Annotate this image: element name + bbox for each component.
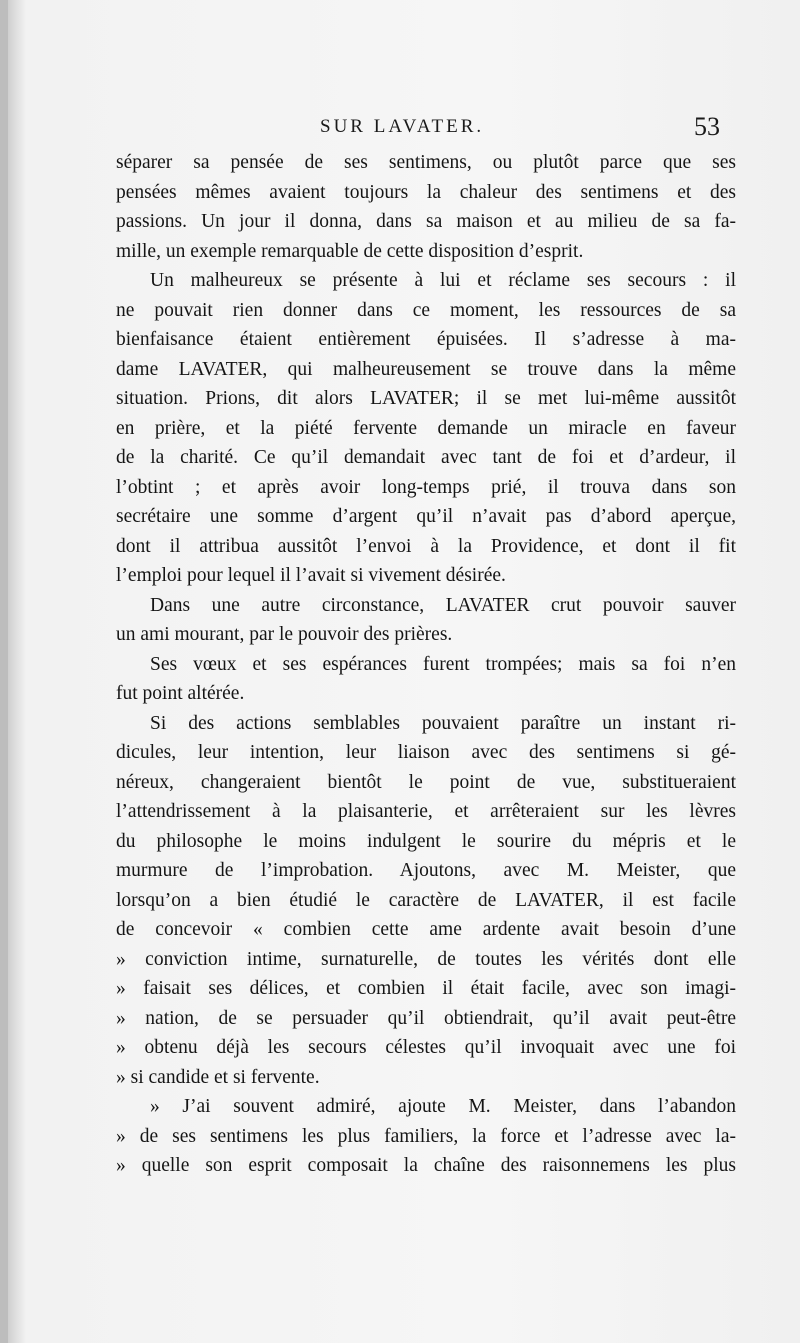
text-line: de concevoir « combien cette ame ardente avait besoin d’une [116, 919, 736, 940]
text-line: murmure de l’improbation. Ajoutons, avec M. Meister, que [116, 860, 736, 881]
text-line: » de ses sentimens les plus familiers, la force et l’adresse avec la- [116, 1125, 736, 1147]
text-line: séparer sa pensée de ses sentimens, ou plutôt parce que ses [116, 152, 736, 173]
text-line: » conviction intime, surnaturelle, de toutes les vérités dont elle [116, 948, 736, 970]
text-line: l’attendrissement à la plaisanterie, et arrêteraient sur les lèvres [116, 801, 736, 822]
text-line: en prière, et la piété fervente demande un miracle en faveur [116, 417, 736, 439]
text-line: dont il attribua aussitôt l’envoi à la Providence, et dont il fit [116, 535, 736, 557]
page-header [8, 112, 800, 142]
text-line: l’emploi pour lequel il l’avait si vivement désirée. [116, 565, 506, 586]
text-line: Si des actions semblables pouvaient paraître un instant ri- [150, 712, 736, 734]
text-line: pensées mêmes avaient toujours la chaleur des sentimens et des [116, 181, 736, 203]
page-number: 53 [694, 112, 720, 141]
text-line: » nation, de se persuader qu’il obtiendrait, qu’il avait peut-être [116, 1007, 736, 1029]
text-line: mille, un exemple remarquable de cette disposition d’esprit. [116, 240, 584, 262]
book-page [8, 0, 800, 1343]
text-line: lorsqu’on a bien étudié le caractère de LAVATER, il est facile [116, 889, 736, 911]
text-line: fut point altérée. [116, 683, 245, 704]
text-line: » faisait ses délices, et combien il était facile, avec son imagi- [116, 978, 736, 999]
text-line: » si candide et si fervente. [116, 1066, 320, 1088]
text-line: un ami mourant, par le pouvoir des prières. [116, 624, 453, 645]
text-line: dame LAVATER, qui malheureusement se trouve dans la même [116, 358, 736, 380]
text-line: dicules, leur intention, leur liaison avec des sentimens si gé- [116, 742, 736, 763]
text-line: ne pouvait rien donner dans ce moment, les ressources de sa [116, 299, 736, 321]
text-line: situation. Prions, dit alors LAVATER; il se met lui-même aussitôt [116, 388, 736, 409]
text-line: » obtenu déjà les secours célestes qu’il invoquait avec une foi [116, 1037, 736, 1058]
text-line: secrétaire une somme d’argent qu’il n’avait pas d’abord aperçue, [116, 506, 736, 527]
text-line: l’obtint ; et après avoir long-temps prié, il trouva dans son [116, 476, 736, 498]
running-title: SUR LAVATER. [320, 116, 485, 137]
text-line: » quelle son esprit composait la chaîne des raisonnemens les plus [116, 1155, 736, 1176]
text-line: » J’ai souvent admiré, ajoute M. Meister, dans l’abandon [150, 1096, 736, 1117]
text-line: passions. Un jour il donna, dans sa maison et au milieu de sa fa- [116, 211, 736, 232]
body-text [116, 148, 736, 1181]
text-line: néreux, changeraient bientôt le point de vue, substitueraient [116, 771, 736, 793]
text-line: Ses vœux et ses espérances furent trompées; mais sa foi n’en [150, 653, 736, 675]
text-line: du philosophe le moins indulgent le sourire du mépris et le [116, 830, 736, 852]
text-line: Dans une autre circonstance, LAVATER crut pouvoir sauver [150, 594, 736, 616]
text-line: Un malheureux se présente à lui et réclame ses secours : il [150, 270, 736, 291]
text-line: bienfaisance étaient entièrement épuisées. Il s’adresse à ma- [116, 329, 736, 350]
text-line: de la charité. Ce qu’il demandait avec tant de foi et d’ardeur, il [116, 447, 736, 468]
